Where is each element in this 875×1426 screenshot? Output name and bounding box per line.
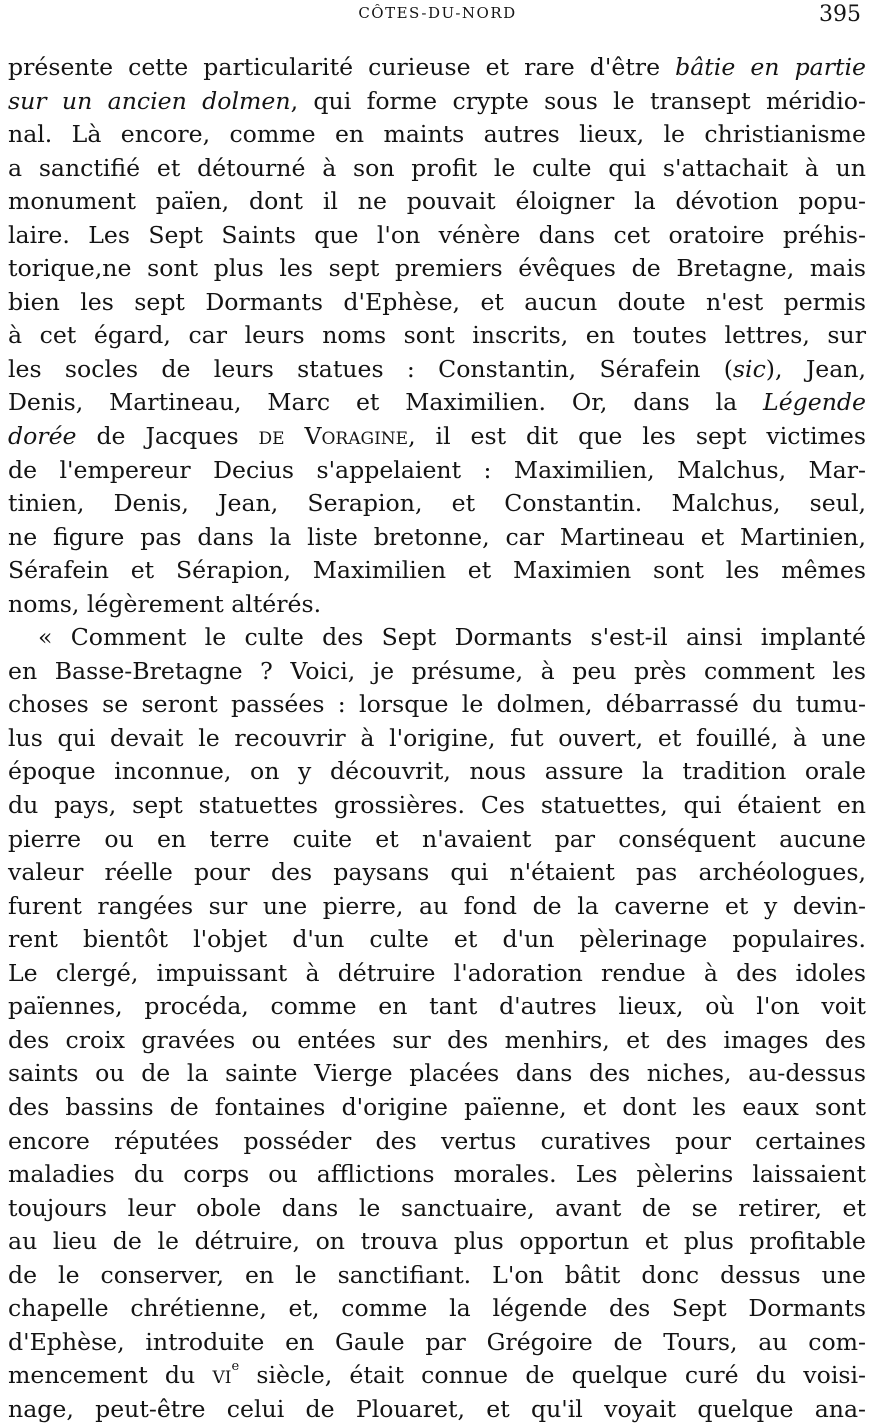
text-run: de Jacques — [76, 422, 259, 451]
text-line — [8, 990, 866, 1024]
text-run: au lieu de le détruire, on trouva plus opportun et plus profitable — [8, 1227, 866, 1256]
text-line — [8, 152, 866, 186]
text-run: siècle, était connue de quelque curé du voisi- — [239, 1361, 866, 1390]
text-line — [8, 923, 866, 957]
text-run: maladies du corps ou afflictions morales. Les pèlerins laissaient — [8, 1160, 866, 1189]
text-run: noms, légèrement altérés. — [8, 589, 322, 618]
text-run: chapelle chrétienne, et, comme la légende des Sept Dormants — [8, 1294, 866, 1323]
text-run: choses se seront passées : lorsque le dolmen, débarrassé du tumu- — [8, 690, 866, 719]
text-line — [8, 588, 866, 622]
text-line — [8, 1192, 866, 1226]
text-run: de le conserver, en le sanctifiant. L'on bâtit donc dessus une — [8, 1260, 866, 1289]
text-run: pierre ou en terre cuite et n'avaient par conséquent aucune — [8, 824, 866, 853]
text-line — [8, 856, 866, 890]
text-line — [8, 655, 866, 689]
text-line — [8, 1259, 866, 1293]
small-caps-text: de Voragine — [258, 422, 409, 451]
text-run: rent bientôt l'objet d'un culte et d'un pèlerinage populaires. — [8, 925, 866, 954]
text-line — [8, 319, 866, 353]
text-line — [8, 957, 866, 991]
text-line — [8, 353, 866, 387]
text-line — [8, 1158, 866, 1192]
text-run: les socles de leurs statues : Constantin, Sérafein ( — [8, 354, 733, 383]
text-line — [8, 219, 866, 253]
text-run: valeur réelle pour des paysans qui n'étaient pas archéologues, — [8, 858, 866, 887]
text-run: « Comment le culte des Sept Dormants s'est-il ainsi implanté — [38, 623, 866, 652]
text-line — [8, 823, 866, 857]
text-line — [8, 554, 866, 588]
text-line — [8, 1024, 866, 1058]
text-line — [8, 621, 866, 655]
text-line — [8, 286, 866, 320]
text-run: ), Jean, — [765, 354, 866, 383]
text-run: , il est dit que les sept victimes — [408, 422, 866, 451]
text-line — [8, 755, 866, 789]
text-line — [8, 1091, 866, 1125]
text-line — [8, 185, 866, 219]
text-run: époque inconnue, on y découvrit, nous assure la tradition orale — [8, 757, 866, 786]
text-line — [8, 118, 866, 152]
text-line — [8, 1125, 866, 1159]
italic-text: bâtie en partie — [675, 53, 867, 81]
text-run: en Basse-Bretagne ? Voici, je présume, à peu près comment les — [8, 656, 866, 685]
text-run: nage, peut-être celui de Plouaret, et qu'il voyait quelque ana- — [8, 1394, 866, 1423]
text-run: mencement du — [8, 1361, 213, 1390]
text-run: Sérafein et Sérapion, Maximilien et Maximien sont les mêmes — [8, 556, 866, 585]
text-line — [8, 1393, 866, 1426]
text-line — [8, 722, 866, 756]
text-line — [8, 1057, 866, 1091]
italic-text: sur un ancien dolmen — [8, 86, 291, 115]
text-run: d'Ephèse, introduite en Gaule par Grégoire de Tours, au com- — [8, 1327, 866, 1356]
text-run: monument païen, dont il ne pouvait éloigner la dévotion popu- — [8, 187, 866, 216]
text-run: saints ou de la sainte Vierge placées dans des niches, au-dessus — [8, 1059, 866, 1088]
text-line — [8, 789, 866, 823]
text-run: , qui forme crypte sous le transept méridio- — [290, 86, 866, 115]
text-line — [8, 386, 866, 420]
page-number: 395 — [819, 2, 861, 27]
text-run: encore réputées posséder des vertus curatives pour certaines — [8, 1126, 866, 1155]
text-line — [8, 85, 866, 119]
italic-text: dorée — [8, 422, 77, 451]
text-line — [8, 1292, 866, 1326]
text-run: présente cette particularité curieuse et rare d'être — [8, 53, 676, 81]
text-run: à cet égard, car leurs noms sont inscrits, en toutes lettres, sur — [8, 321, 866, 350]
text-line — [8, 688, 866, 722]
text-run: toujours leur obole dans le sanctuaire, avant de se retirer, et — [8, 1193, 866, 1222]
running-title: CÔTES-DU-NORD — [358, 4, 517, 22]
running-header — [0, 4, 875, 26]
text-line — [8, 1326, 866, 1360]
text-line — [8, 420, 866, 454]
text-line — [8, 487, 866, 521]
text-line — [8, 51, 866, 85]
text-run: tinien, Denis, Jean, Serapion, et Constantin. Malchus, seul, — [8, 489, 866, 518]
text-run: torique,ne sont plus les sept premiers évêques de Bretagne, mais — [8, 254, 866, 283]
italic-text: Légende — [763, 388, 866, 417]
text-run: Denis, Martineau, Marc et Maximilien. Or, dans la — [8, 388, 764, 417]
text-run: du pays, sept statuettes grossières. Ces statuettes, qui étaient en — [8, 791, 866, 820]
small-caps-text: vi — [212, 1361, 232, 1390]
body-text — [8, 51, 866, 1426]
text-line — [8, 1359, 866, 1393]
superscript: e — [231, 1359, 240, 1375]
text-run: a sanctifié et détourné à son profit le culte qui s'attachait à un — [8, 153, 866, 182]
text-run: furent rangées sur une pierre, au fond de la caverne et y devin- — [8, 891, 866, 920]
text-run: de l'empereur Decius s'appelaient : Maximilien, Malchus, Mar- — [8, 455, 866, 484]
text-run: lus qui devait le recouvrir à l'origine, fut ouvert, et fouillé, à une — [8, 723, 866, 752]
text-run: bien les sept Dormants d'Ephèse, et aucun doute n'est permis — [8, 287, 866, 316]
italic-text: sic — [732, 354, 766, 383]
text-run: ne figure pas dans la liste bretonne, car Martineau et Martinien, — [8, 522, 866, 551]
text-line — [8, 521, 866, 555]
text-run: païennes, procéda, comme en tant d'autres lieux, où l'on voit — [8, 992, 866, 1021]
text-line — [8, 454, 866, 488]
text-line — [8, 1225, 866, 1259]
text-run: des croix gravées ou entées sur des menhirs, et des images des — [8, 1025, 866, 1054]
text-run: nal. Là encore, comme en maints autres lieux, le christianisme — [8, 120, 866, 149]
text-run: laire. Les Sept Saints que l'on vénère dans cet oratoire préhis- — [8, 220, 866, 249]
text-run: des bassins de fontaines d'origine païenne, et dont les eaux sont — [8, 1092, 866, 1121]
text-run: Le clergé, impuissant à détruire l'adoration rendue à des idoles — [8, 958, 866, 987]
text-line — [8, 252, 866, 286]
text-line — [8, 890, 866, 924]
